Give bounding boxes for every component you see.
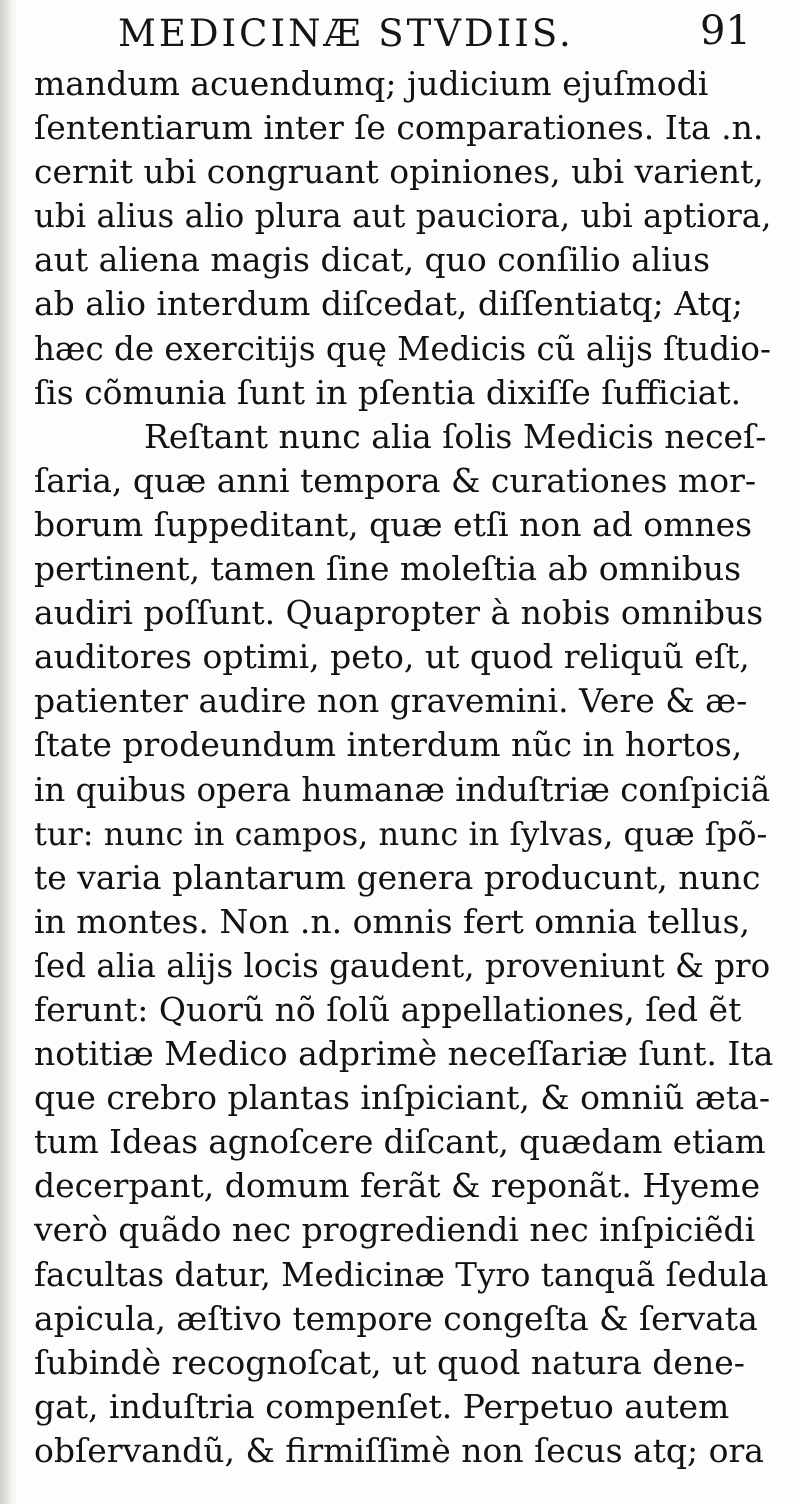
text-line: notitiæ Medico adprimè neceſſariæ ſunt. Ita bbox=[34, 1034, 774, 1074]
text-line: gat, induſtria compenſet. Perpetuo autem bbox=[34, 1386, 730, 1426]
scan-edge-shadow bbox=[0, 0, 18, 1504]
page-number: 91 bbox=[700, 8, 751, 54]
text-line: mandum acuendumq; judicium ejuſmodi bbox=[34, 64, 709, 103]
text-line: obſervandũ, & firmiſſimè non ſecus atq; ora bbox=[34, 1430, 764, 1470]
text-line: ſaria, quæ anni tempora & curationes mor- bbox=[34, 460, 757, 500]
text-line: que crebro plantas inſpiciant, & omniũ æta- bbox=[34, 1078, 770, 1118]
text-line: ab alio interdum diſcedat, diſſentiatq; Atq; bbox=[34, 284, 744, 324]
text-line: ſed alia alijs locis gaudent, proveniunt & pro bbox=[34, 946, 771, 985]
text-line: patienter audire non gravemini. Vere & æ- bbox=[34, 681, 748, 721]
text-line: audiri poſſunt. Quapropter à nobis omnibus bbox=[34, 593, 764, 633]
text-line: ubi alius alio plura aut pauciora, ubi aptiora, bbox=[34, 197, 772, 236]
text-line: in quibus opera humanæ induſtriæ conſpiciã bbox=[34, 770, 771, 809]
text-line: decerpant, domum ferãt & reponãt. Hyeme bbox=[34, 1166, 761, 1206]
text-line: aut aliena magis dicat, quo conſilio alius bbox=[34, 240, 711, 280]
text-line: ſtate prodeundum interdum nũc in hortos, bbox=[34, 725, 743, 765]
text-line: in montes. Non .n. omnis fert omnia tellus, bbox=[34, 901, 750, 941]
text-line: verò quãdo nec progrediendi nec inſpiciẽdi bbox=[34, 1210, 756, 1250]
text-line: ferunt: Quorũ nõ ſolũ appellationes, ſed ẽt bbox=[34, 989, 742, 1029]
paragraph-first-line: Reſtant nunc alia ſolis Medicis neceſ- bbox=[144, 416, 767, 456]
text-line: cernit ubi congruant opiniones, ubi varient, bbox=[34, 152, 764, 192]
text-line: tum Ideas agnoſcere diſcant, quædam etiam bbox=[34, 1123, 766, 1162]
body-text bbox=[34, 62, 774, 1473]
text-line: ſis cõmunia ſunt in pſentia dixiſſe ſufficiat. bbox=[34, 372, 742, 412]
text-line: apicula, æſtivo tempore congeſta & ſervata bbox=[34, 1298, 758, 1338]
text-line: ſubindè recognoſcat, ut quod natura dene- bbox=[34, 1342, 745, 1382]
page-header bbox=[0, 6, 800, 56]
text-line: ſententiarum inter ſe comparationes. Ita .n. bbox=[34, 108, 764, 148]
text-line: tur: nunc in campos, nunc in ſylvas, quæ ſpõ- bbox=[34, 814, 768, 853]
text-line: borum ſuppeditant, quæ etſi non ad omnes bbox=[34, 504, 753, 544]
text-line: te varia plantarum genera producunt, nunc bbox=[34, 857, 761, 897]
text-line: facultas datur, Medicinæ Tyro tanquã ſedula bbox=[34, 1255, 769, 1294]
text-line: auditores optimi, peto, ut quod reliquũ eſt, bbox=[34, 637, 750, 677]
running-head: MEDICINÆ STVDIIS. bbox=[118, 12, 574, 55]
text-line: pertinent, tamen ſine moleſtia ab omnibus bbox=[34, 549, 742, 589]
text-line: hæc de exercitijs quę Medicis cũ alijs ſtudio- bbox=[34, 329, 771, 368]
